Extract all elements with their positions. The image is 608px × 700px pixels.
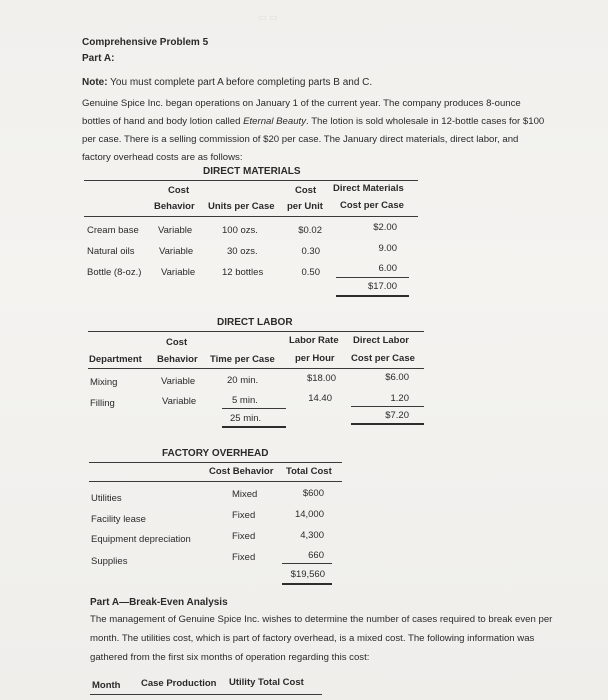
dl-row-dept: Mixing — [90, 377, 118, 388]
fo-subtotal-rule — [282, 563, 332, 564]
note-label: Note: — [82, 77, 108, 88]
dm-header-dm: Direct Materials — [333, 183, 404, 194]
month-header: Month — [92, 680, 121, 691]
fo-row-behavior: Fixed — [232, 531, 256, 542]
fo-row-behavior: Fixed — [232, 552, 256, 563]
dm-title: DIRECT MATERIALS — [203, 166, 301, 177]
fo-row-total: $600 — [302, 488, 324, 499]
dm-row-case-cost: 9.00 — [378, 243, 397, 254]
dl-cost-total-rule — [351, 423, 424, 425]
dl-header-dept: Department — [89, 354, 142, 365]
dm-row-unit-cost: 0.50 — [301, 267, 320, 278]
intro-line-2c: . The lotion is sold wholesale in 12-bottle cases for $100 — [306, 116, 545, 127]
utility-header-rule — [90, 694, 322, 695]
dm-row-unit-cost: $0.02 — [298, 225, 322, 236]
show-through-mark: ▭ ▭ — [258, 12, 278, 22]
fo-top-rule — [89, 462, 342, 463]
dm-header-rule — [84, 216, 418, 217]
dl-header-behavior: Behavior — [157, 354, 198, 365]
dl-row-behavior: Variable — [161, 376, 196, 387]
dm-header-costcase: Cost per Case — [340, 200, 404, 211]
dm-total: $17.00 — [367, 281, 397, 292]
dm-row-item: Natural oils — [87, 246, 135, 257]
dl-time-total-rule — [222, 426, 286, 428]
intro-line-1: Genuine Spice Inc. began operations on January 1 of the current year. The company produces 8-ounce — [82, 98, 521, 109]
case-production-header: Case Production — [141, 678, 217, 689]
dl-row-rate: 14.40 — [308, 393, 332, 404]
intro-line-3: per case. There is a selling commission of $20 per case. The January direct materials, direct labor, and — [82, 134, 519, 145]
part-a-line-3: gathered from the first six months of operation regarding this cost: — [90, 652, 370, 663]
problem-title: Comprehensive Problem 5 — [82, 37, 209, 48]
dl-header-time: Time per Case — [210, 354, 275, 365]
intro-line-2 — [82, 113, 544, 131]
fo-header-rule — [89, 481, 342, 482]
fo-row-total: 660 — [308, 550, 324, 561]
dl-header-cost: Cost — [166, 337, 188, 348]
fo-header-total: Total Cost — [286, 466, 332, 477]
fo-total-rule — [282, 583, 332, 585]
dl-total-cost: $7.20 — [385, 410, 409, 421]
fo-header-behavior: Cost Behavior — [209, 466, 274, 477]
fo-row-total: 14,000 — [294, 509, 324, 520]
part-a-line-1: The management of Genuine Spice Inc. wishes to determine the number of cases required to break even per — [90, 614, 553, 625]
utility-total-cost-header: Utility Total Cost — [229, 677, 304, 688]
fo-row-item: Utilities — [91, 493, 122, 504]
dm-subtotal-rule — [336, 277, 409, 278]
dl-header-costcase: Cost per Case — [351, 353, 415, 364]
dl-row-rate: $18.00 — [306, 373, 336, 384]
dl-row-dept: Filling — [90, 398, 115, 409]
dm-row-units: 100 ozs. — [222, 225, 258, 236]
dm-row-behavior: Variable — [161, 267, 196, 278]
dl-header-perhour: per Hour — [295, 353, 335, 364]
dm-total-rule — [336, 295, 409, 297]
dm-row-item: Bottle (8-oz.) — [87, 267, 142, 278]
part-a-heading: Part A—Break-Even Analysis — [90, 597, 228, 608]
fo-grand-total: $19,560 — [290, 569, 325, 580]
dl-row-time: 20 min. — [227, 375, 259, 386]
dl-top-rule — [88, 331, 424, 332]
part-label: Part A: — [82, 53, 115, 64]
dl-row-case-cost: $6.00 — [385, 372, 409, 383]
fo-row-total: 4,300 — [300, 530, 324, 541]
product-name: Eternal Beauty — [243, 116, 307, 127]
part-a-line-2: month. The utilities cost, which is part of factory overhead, is a mixed cost. The following information was — [90, 633, 535, 644]
dl-header-dl: Direct Labor — [353, 335, 409, 346]
dm-header-behavior: Behavior — [154, 201, 195, 212]
dm-header-cost2: Cost — [295, 185, 317, 196]
fo-row-behavior: Mixed — [232, 489, 258, 500]
dl-cost-subtotal-rule — [351, 406, 424, 407]
dm-header-perunit: per Unit — [287, 201, 323, 212]
dm-row-case-cost: 6.00 — [378, 263, 397, 274]
fo-title: FACTORY OVERHEAD — [162, 448, 269, 459]
dm-row-units: 30 ozs. — [227, 246, 258, 257]
intro-line-4: factory overhead costs are as follows: — [82, 152, 243, 163]
dm-row-units: 12 bottles — [222, 267, 264, 278]
dl-time-subtotal-rule — [222, 408, 286, 409]
dl-row-case-cost: 1.20 — [390, 393, 409, 404]
fo-row-behavior: Fixed — [232, 510, 256, 521]
dl-row-time: 5 min. — [232, 395, 258, 406]
dm-row-behavior: Variable — [158, 225, 193, 236]
note — [82, 77, 372, 88]
dl-row-behavior: Variable — [162, 396, 197, 407]
dl-total-time: 25 min. — [230, 413, 262, 424]
intro-line-2a: bottles of hand and body lotion called — [82, 116, 244, 127]
dm-header-units: Units per Case — [208, 201, 275, 212]
note-text: You must complete part A before completing parts B and C. — [107, 77, 373, 88]
dl-title: DIRECT LABOR — [217, 317, 293, 328]
dm-header-cost: Cost — [168, 185, 190, 196]
fo-row-item: Facility lease — [91, 514, 146, 525]
dm-row-item: Cream base — [87, 225, 139, 236]
dm-row-unit-cost: 0.30 — [301, 246, 320, 257]
dm-row-behavior: Variable — [159, 246, 194, 257]
dl-header-rule — [88, 368, 424, 369]
fo-row-item: Supplies — [91, 556, 128, 567]
dm-top-rule — [84, 180, 418, 181]
dm-row-case-cost: $2.00 — [373, 222, 397, 233]
dl-header-rate: Labor Rate — [289, 335, 339, 346]
fo-row-item: Equipment depreciation — [91, 534, 191, 545]
